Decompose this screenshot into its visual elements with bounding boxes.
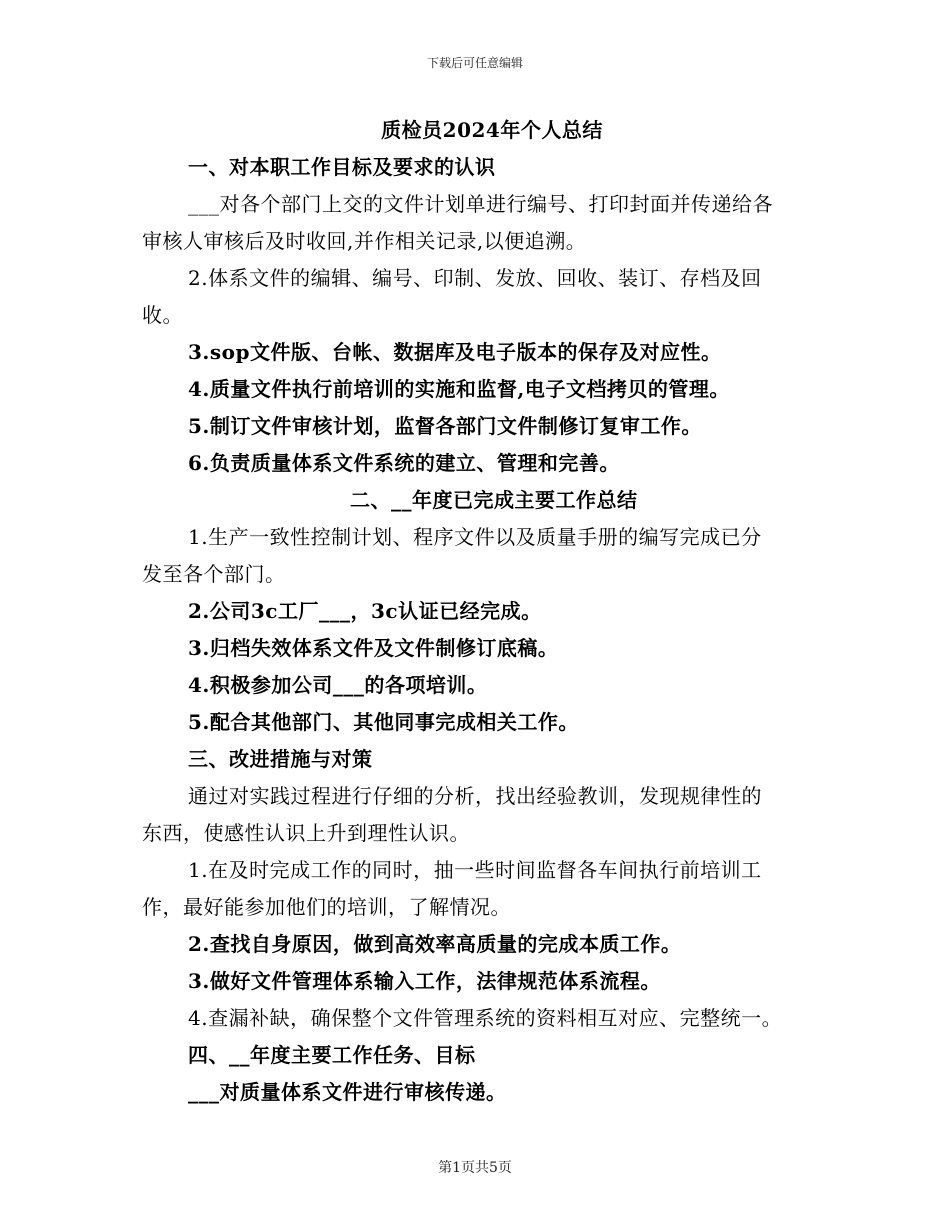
document-title: 质检员2024年个人总结 — [381, 118, 603, 142]
section-heading-2: 二、__年度已完成主要工作总结 — [350, 488, 638, 512]
paragraph-line: 东西，使感性认识上升到理性认识。 — [142, 821, 470, 845]
paragraph-line: 3.做好文件管理体系输入工作，法律规范体系流程。 — [188, 969, 661, 993]
paragraph-line: 2.查找自身原因，做到高效率高质量的完成本质工作。 — [188, 932, 682, 956]
paragraph-line: 3.sop文件版、台帐、数据库及电子版本的保存及对应性。 — [188, 340, 722, 364]
section-heading-1: 一、对本职工作目标及要求的认识 — [188, 155, 496, 179]
paragraph-line: 5.制订文件审核计划，监督各部门文件制修订复审工作。 — [188, 414, 702, 438]
paragraph-line: 2.公司3c工厂___，3c认证已经完成。 — [188, 599, 542, 623]
paragraph-line: 4.质量文件执行前培训的实施和监督,电子文档拷贝的管理。 — [188, 377, 730, 401]
document-body — [142, 112, 812, 1111]
paragraph-line: 1.生产一致性控制计划、程序文件以及质量手册的编写完成已分 — [188, 525, 762, 549]
paragraph-line: 6.负责质量体系文件系统的建立、管理和完善。 — [188, 451, 620, 475]
paragraph-line: 审核人审核后及时收回,并作相关记录,以便追溯。 — [142, 229, 587, 253]
paragraph-line: 1.在及时完成工作的同时，抽一些时间监督各车间执行前培训工 — [188, 858, 762, 882]
header-note: 下载后可任意编辑 — [426, 56, 523, 70]
paragraph-line: 5.配合其他部门、其他同事完成相关工作。 — [188, 710, 579, 734]
paragraph-line: ___对质量体系文件进行审核传递。 — [188, 1080, 507, 1104]
paragraph-line: 3.归档失效体系文件及文件制修订底稿。 — [188, 636, 559, 660]
paragraph-line: ___对各个部门上交的文件计划单进行编号、打印封面并传递给各 — [188, 192, 773, 216]
paragraph-line: 2.体系文件的编辑、编号、印制、发放、回收、装订、存档及回 — [188, 266, 762, 290]
page-footer: 第1页共5页 — [438, 1160, 512, 1176]
paragraph-line: 4.积极参加公司___的各项培训。 — [188, 673, 488, 697]
paragraph-line: 发至各个部门。 — [142, 562, 286, 586]
paragraph-line: 作，最好能参加他们的培训，了解情况。 — [142, 895, 511, 919]
paragraph-line: 4.查漏补缺，确保整个文件管理系统的资料相互对应、完整统一。 — [188, 1006, 783, 1030]
paragraph-line: 通过对实践过程进行仔细的分析，找出经验教训，发现规律性的 — [188, 784, 762, 808]
section-heading-4: 四、__年度主要工作任务、目标 — [188, 1043, 476, 1067]
section-heading-3: 三、改进措施与对策 — [188, 747, 373, 771]
paragraph-line: 收。 — [142, 303, 183, 327]
